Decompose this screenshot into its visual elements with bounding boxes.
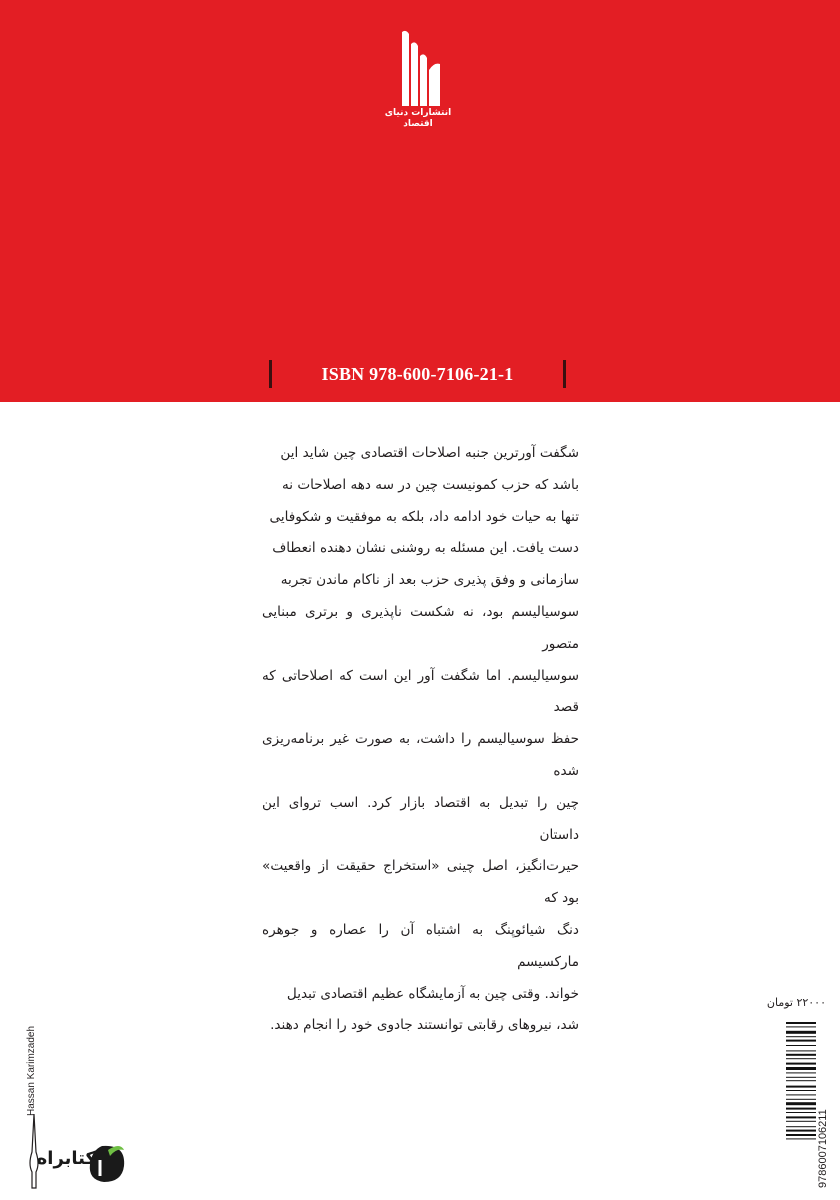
barcode-bar xyxy=(786,1121,816,1122)
blurb-line: باشد که حزب کمونیست چین در سه دهه اصلاحات نه xyxy=(281,476,579,493)
blurb-line: شگفت آورترین جنبه اصلاحات اقتصادی چین شاید این xyxy=(280,445,579,461)
barcode-bar xyxy=(786,1077,816,1078)
blurb-line: سازمانی و وفق پذیری حزب بعد از ناکام ماندن تجربه xyxy=(280,572,579,589)
barcode-bar xyxy=(786,1067,816,1070)
red-cover-band xyxy=(0,0,840,402)
blurb-line: شد، نیروهای رقابتی توانستند جادوی خود را انجام دهند. xyxy=(270,1017,579,1034)
barcode-bar xyxy=(786,1026,816,1027)
barcode-bar xyxy=(786,1031,816,1034)
barcode-number: 9786007106211 xyxy=(817,1109,829,1188)
barcode-bar xyxy=(786,1086,816,1088)
barcode-bar xyxy=(786,1054,816,1056)
barcode-bar xyxy=(786,1040,816,1042)
barcode-bar xyxy=(786,1130,816,1132)
blurb-line: سوسیالیسم. اما شگفت آور این است که اصلاحاتی که قصد xyxy=(262,667,579,716)
barcode-bar xyxy=(786,1102,816,1105)
isbn-barcode xyxy=(784,1018,830,1190)
blurb-line: حفظ سوسیالیسم را داشت، به صورت غیر برنامه‌ریزی شده xyxy=(262,731,579,779)
barcode-bar xyxy=(786,1063,816,1065)
barcode-bar xyxy=(786,1134,816,1136)
barcode-bar xyxy=(786,1116,816,1118)
barcode-bar xyxy=(786,1072,816,1073)
barcode-bar xyxy=(786,1094,816,1095)
barcode-bar xyxy=(786,1099,816,1100)
barcode-bar xyxy=(786,1126,816,1127)
blurb-line: دنگ شیائوپنگ به اشتباه آن را عصاره و جوهره مارکسیسم xyxy=(262,921,579,970)
blurb-line: دست یافت. این مسئله به روشنی نشان دهنده انعطاف xyxy=(272,540,579,557)
blurb-line: تنها به حیات خود ادامه داد، بلکه به موفقیت و شکوفایی xyxy=(269,508,579,525)
blurb-line: حیرت‌انگیز، اصل چینی «استخراج حقیقت از واقعیت» بود که xyxy=(262,858,579,907)
price-label: ۲۲۰۰۰ تومان xyxy=(766,996,826,1009)
blurb-line: چین را تبدیل به اقتصاد بازار کرد. اسب تروای این داستان xyxy=(262,794,579,843)
barcode-bar xyxy=(786,1050,816,1051)
publisher-logo-text: انتشارات دنیای اقتصاد xyxy=(384,108,452,129)
isbn-number: ISBN 978-600-7106-21-1 xyxy=(321,364,514,384)
barcode-bar xyxy=(786,1036,816,1037)
blurb-line: خواند. وقتی چین به آزمایشگاه عظیم اقتصادی تبدیل xyxy=(286,985,579,1002)
barcode-bar xyxy=(786,1090,816,1091)
isbn-right-rule xyxy=(563,360,566,388)
barcode-bar xyxy=(786,1022,816,1024)
store-logo-text: کتابراه xyxy=(36,1148,96,1169)
designer-credit: Hassan Karimzadeh xyxy=(26,1025,37,1116)
barcode-bar xyxy=(786,1138,816,1139)
barcode-bar xyxy=(786,1080,816,1081)
back-cover-blurb xyxy=(262,438,579,1042)
barcode-bar xyxy=(786,1045,816,1046)
barcode-bar xyxy=(786,1112,816,1113)
barcode-bar xyxy=(786,1058,816,1059)
blurb-line: سوسیالیسم بود، نه شکست ناپذیری و برتری مبنایی متصور xyxy=(262,603,579,652)
barcode-bar xyxy=(786,1108,816,1110)
